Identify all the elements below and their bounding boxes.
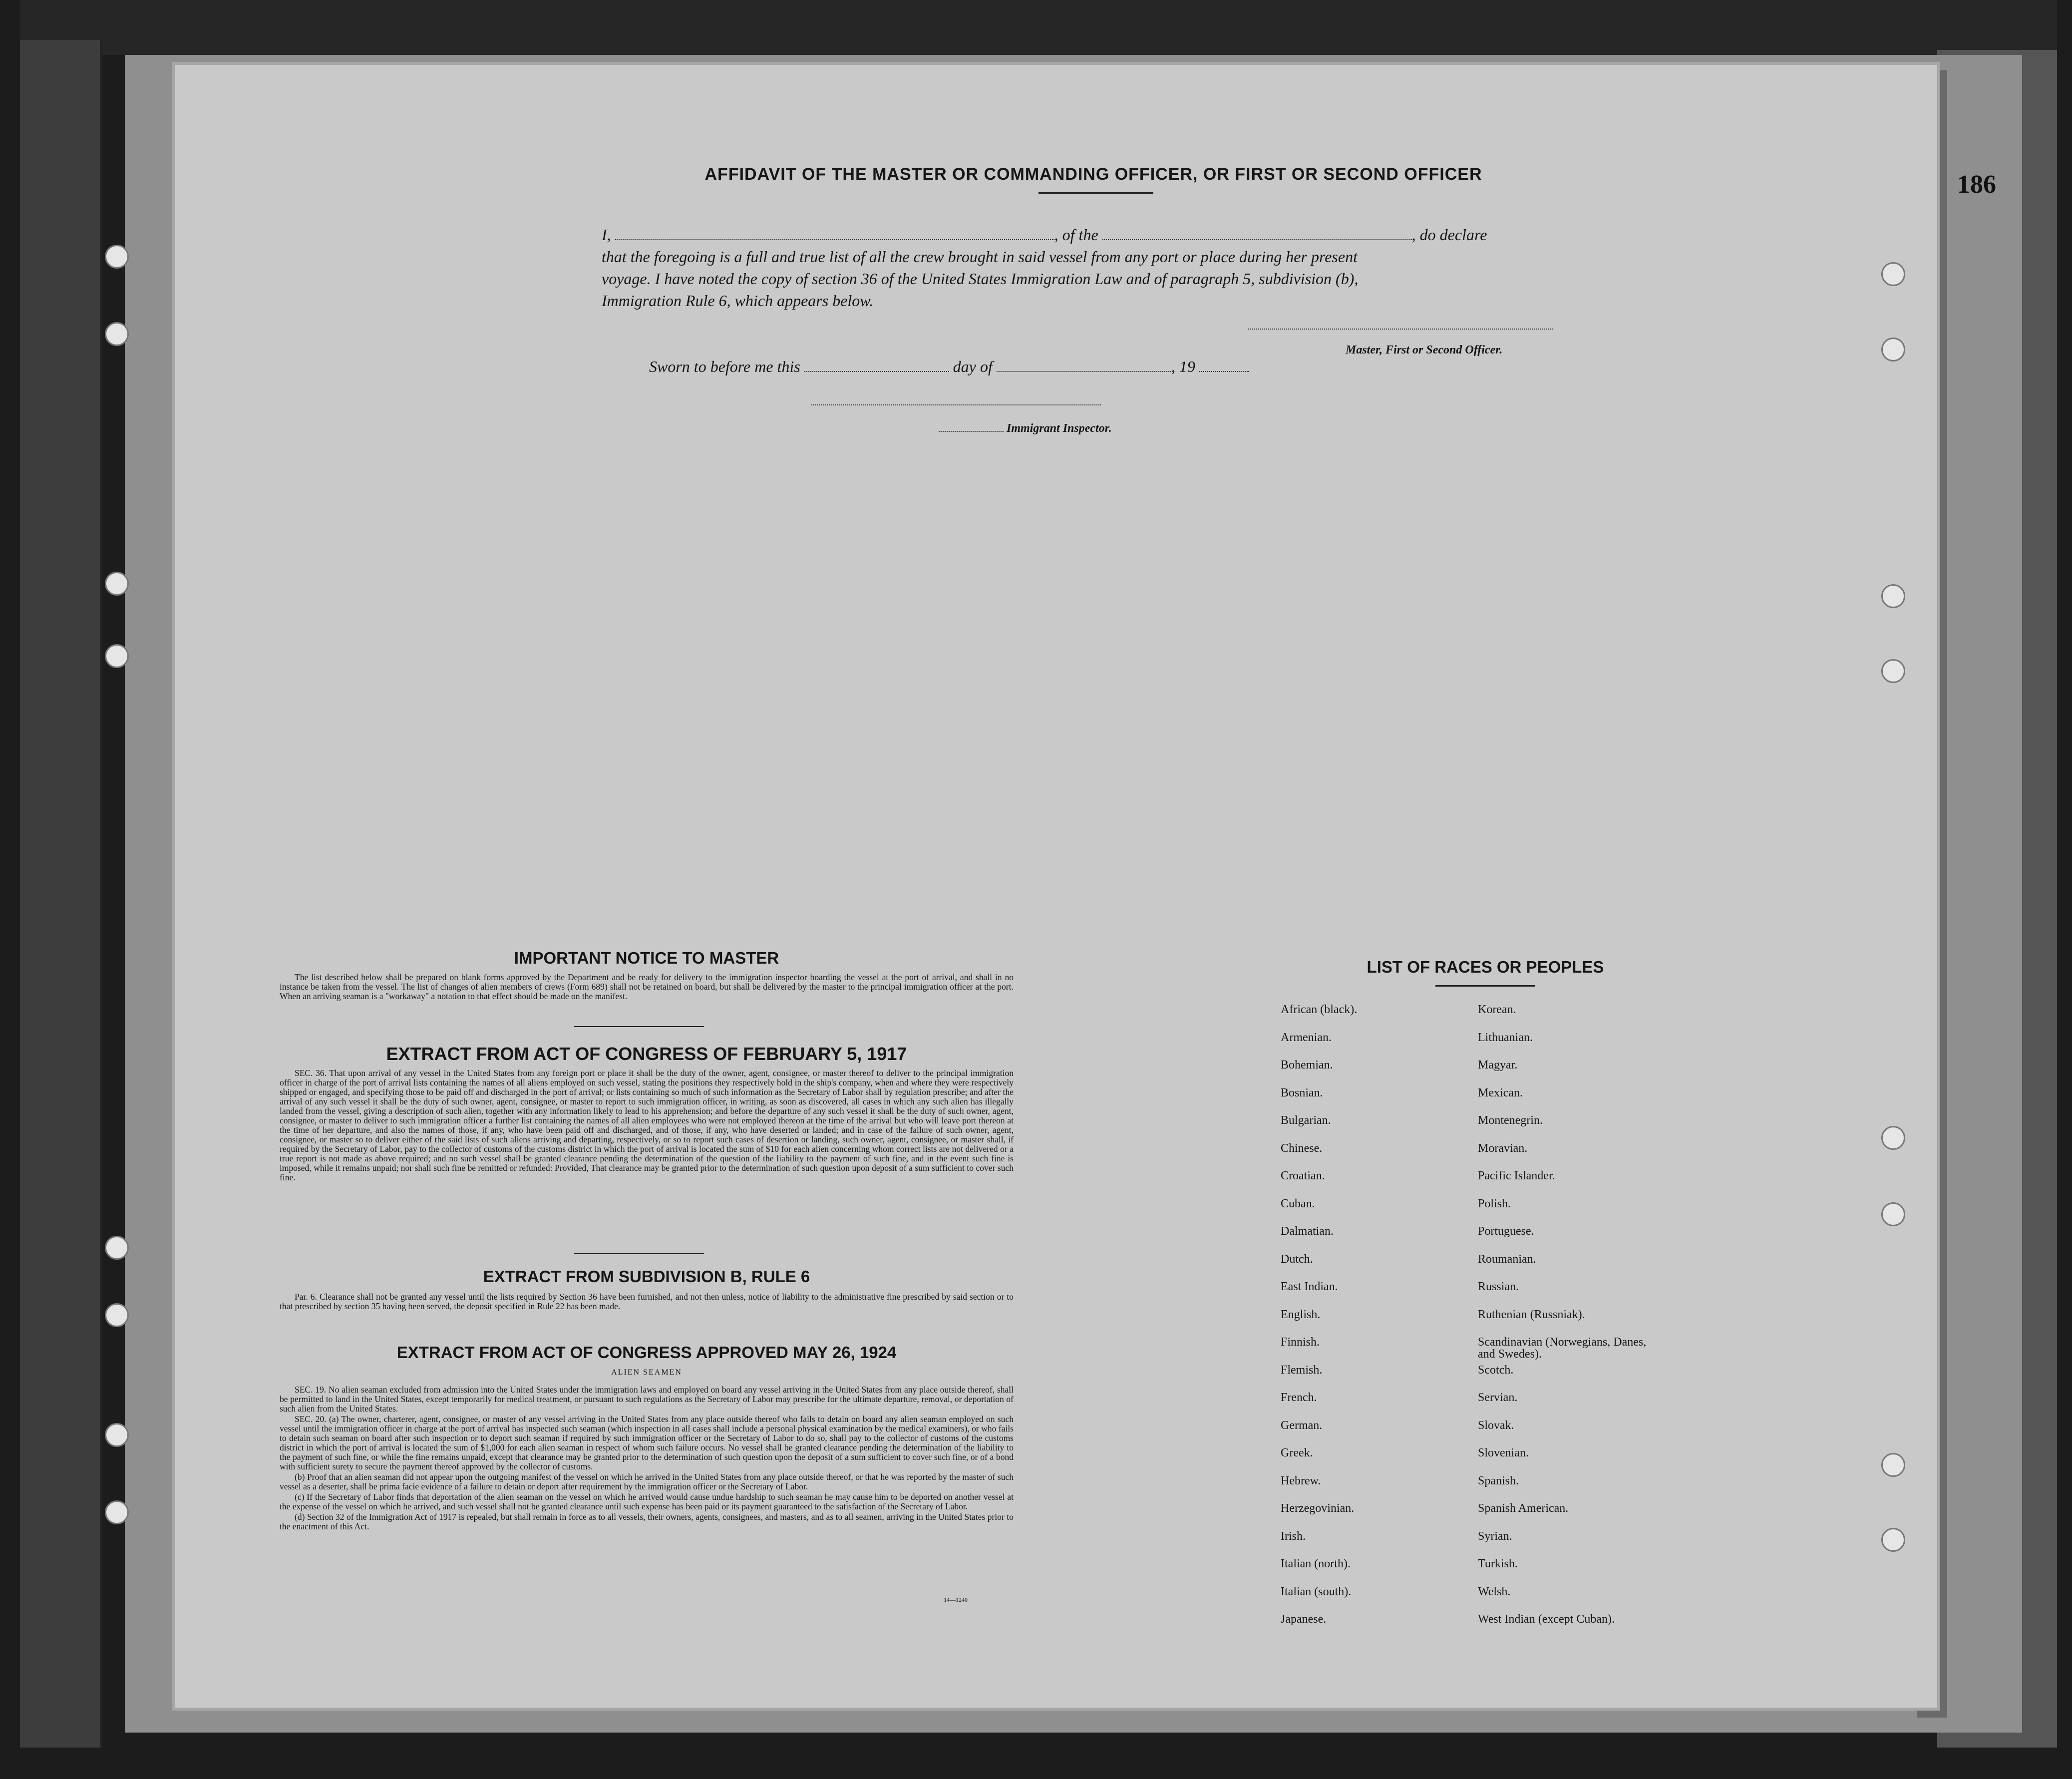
vessel-name-field[interactable] (1102, 239, 1412, 240)
section-20d-paragraph: (d) Section 32 of the Immigration Act of 1917 is repealed, but shall remain in force as to all vessels, their owners, agents, consignees, and masters, and as to all seamen, arriving in the United States prior to the enactment of this Act. (280, 1512, 1014, 1531)
race-item: Slovenian. (1478, 1446, 1529, 1459)
race-item: Scandinavian (Norwegians, Danes, and Swedes). (1478, 1336, 1647, 1361)
page-number: 186 (1957, 170, 1996, 199)
rule-6-text (280, 1292, 1014, 1312)
inspector-signature-label (939, 422, 1112, 435)
binder-hole-icon (1881, 1126, 1905, 1150)
notice-paragraph: The list described below shall be prepared on blank forms approved by the Department and be ready for delivery to the immigration inspector boarding the vessel at the port of arrival, and shall in no instance be taken from the vessel. The list of changes of alien members of crews (Form 689) shall not be retained on board, but shall be delivered by the master to the principal immigration officer at the port. When an arriving seaman is a "workaway" a notation to that effect should be made on the manifest. (280, 972, 1014, 1001)
notice-title: IMPORTANT NOTICE TO MASTER (514, 949, 779, 967)
races-title: LIST OF RACES OR PEOPLES (1367, 958, 1604, 976)
race-item: Chinese. (1281, 1141, 1323, 1155)
binder-top-edge (20, 0, 2057, 55)
race-item: Russian. (1478, 1280, 1519, 1293)
officer-name-field[interactable] (615, 239, 1054, 240)
extract-1924-text (280, 1385, 1014, 1532)
binder-hole-icon (105, 1236, 129, 1260)
rule-6-paragraph: Par. 6. Clearance shall not be granted any vessel until the lists required by Section 36 have been furnished, and not then unless, notice of liability to the administrative fine prescribed by said section or to that prescribed by section 35 having been served, the deposit specified in Rule 22 has been made. (280, 1292, 1014, 1311)
sworn-label: Sworn to before me this (649, 357, 800, 375)
binder-left-edge (20, 40, 102, 1748)
races-column-2 (1478, 1004, 1658, 1641)
affidavit-title: AFFIDAVIT OF THE MASTER OR COMMANDING OFFICER, OR FIRST OR SECOND OFFICER (704, 165, 1482, 184)
affidavit-i: I, (602, 226, 611, 244)
affidavit-line-2: that the foregoing is a full and true list of all the crew brought in said vessel from any port or place during her present (602, 248, 1358, 266)
binder-hole-icon (1881, 1528, 1905, 1552)
race-item: French. (1281, 1391, 1317, 1404)
race-item: Hebrew. (1281, 1474, 1321, 1487)
binder-hole-icon (105, 245, 129, 269)
year-label: , 19 (1171, 357, 1195, 375)
race-item: Montenegrin. (1478, 1114, 1543, 1127)
alien-seamen-subtitle: ALIEN SEAMEN (611, 1368, 682, 1377)
title-underline (1038, 192, 1153, 194)
race-item: Dalmatian. (1281, 1225, 1334, 1238)
affidavit-line-1 (602, 224, 1575, 246)
binder-hole-icon (1881, 659, 1905, 683)
notice-divider (574, 1026, 704, 1027)
extract-1917-title: EXTRACT FROM ACT OF CONGRESS OF FEBRUARY 5, 1917 (386, 1044, 907, 1064)
binder-hole-icon (1881, 584, 1905, 608)
race-item: Slovak. (1478, 1419, 1514, 1432)
race-item: Flemish. (1281, 1363, 1323, 1377)
inspector-dots (939, 431, 1004, 432)
section-36-paragraph: SEC. 36. That upon arrival of any vessel in the United States from any foreign port or place it shall be the duty of the owner, agent, consignee, or master thereof to deliver to the principal immigration officer in charge of the port of arrival lists containing the names of all aliens employed on such vessel, stating the positions they respectively hold in the ship's company, when and where they were respectively shipped or engaged, and specifying those to be paid off and discharged in the port of arrival; or lists containing so much of such information as the Secretary of Labor shall by regulation prescribe; and after the arrival of any such vessel it shall be the duty of such owner, agent, consignee, or master to report to such immigration officer, in writing, as soon as discovered, all cases in which any such alien has illegally landed from the vessel, giving a description of such alien, together with any information likely to lead to his apprehension; and before the departure of any such vessel it shall be the duty of such owner, agent, consignee, or master to deliver to such immigration officer a further list containing the names of all alien employees who were not employed thereon at the time of the arrival but who will leave port thereon at the time of her departure, and also the names of those, if any, who have been paid off and discharged, and of those, if any, who have deserted or landed; and in case of the failure of such owner, agent, consignee, or master so to deliver either of the said lists of such aliens arriving and departing, respectively, or so to report such cases of desertion or landing, such owner, agent, consignee, or master shall, if required by the Secretary of Labor, pay to the collector of customs of the customs district in which the port of arrival is located the sum of $10 for each alien concerning whom correct lists are not delivered or a true report is not made as above required; and no such vessel shall be granted clearance pending the determination of the question of the liability to the payment of such fine, and in the event such fine is imposed, while it remains unpaid; nor shall such fine be remitted or refunded: Provided, That clearance may be granted prior to the determination of such question upon deposit of a sum sufficient to cover such fine. (280, 1068, 1014, 1182)
race-item: African (black). (1281, 1003, 1358, 1016)
race-item: Bosnian. (1281, 1086, 1323, 1099)
binder-hole-icon (1881, 338, 1905, 361)
race-item: English. (1281, 1308, 1321, 1321)
race-item: Croatian. (1281, 1169, 1325, 1182)
race-item: Turkish. (1478, 1557, 1518, 1570)
binder-hole-icon (105, 1423, 129, 1447)
binder-hole-icon (1881, 1202, 1905, 1226)
master-signature-field[interactable] (1248, 329, 1553, 330)
race-item: Roumanian. (1478, 1252, 1536, 1266)
sworn-line (649, 356, 1348, 377)
sworn-month-field[interactable] (997, 371, 1171, 372)
race-item: Lithuanian. (1478, 1031, 1533, 1044)
race-item: Mexican. (1478, 1086, 1523, 1099)
races-underline (1435, 985, 1535, 987)
extract-1917-text (280, 1068, 1014, 1183)
race-item: Ruthenian (Russniak). (1478, 1308, 1585, 1321)
affidavit-body (602, 224, 1575, 312)
race-item: Greek. (1281, 1446, 1313, 1459)
binder-hole-icon (1881, 1453, 1905, 1477)
rule-6-title: EXTRACT FROM SUBDIVISION B, RULE 6 (483, 1267, 810, 1286)
race-item: Cuban. (1281, 1197, 1315, 1210)
day-of-label: day of (953, 357, 993, 375)
race-item: Servian. (1478, 1391, 1518, 1404)
binder-hole-icon (105, 322, 129, 346)
extract-1924-title: EXTRACT FROM ACT OF CONGRESS APPROVED MAY 26, 1924 (396, 1343, 897, 1362)
race-item: Pacific Islander. (1478, 1169, 1555, 1182)
extract-1917-divider (574, 1253, 704, 1254)
race-item: Italian (north). (1281, 1557, 1351, 1570)
race-item: East Indian. (1281, 1280, 1338, 1293)
binder-hole-icon (105, 572, 129, 596)
sworn-day-field[interactable] (804, 371, 949, 372)
race-item: Bulgarian. (1281, 1114, 1331, 1127)
race-item: Italian (south). (1281, 1585, 1352, 1598)
binder-hole-icon (105, 1303, 129, 1327)
notice-text (280, 973, 1014, 1002)
race-item: Korean. (1478, 1003, 1516, 1016)
race-item: Irish. (1281, 1529, 1306, 1543)
race-item: Finnish. (1281, 1336, 1320, 1349)
race-item: Moravian. (1478, 1141, 1528, 1155)
binder-hole-icon (105, 1500, 129, 1524)
sworn-year-field[interactable] (1199, 371, 1249, 372)
race-item: Scotch. (1478, 1363, 1514, 1377)
race-item: Magyar. (1478, 1059, 1518, 1071)
form-number: 14—1240 (944, 1596, 968, 1603)
race-item: Polish. (1478, 1197, 1511, 1210)
race-item: Syrian. (1478, 1529, 1512, 1543)
binder-hole-icon (105, 644, 129, 668)
race-item: Spanish American. (1478, 1502, 1569, 1515)
inspector-signature-field[interactable] (811, 404, 1101, 405)
binder-hole-icon (1881, 262, 1905, 286)
race-item: German. (1281, 1419, 1323, 1432)
affidavit-of-the: , of the (1054, 226, 1098, 244)
race-item: Armenian. (1281, 1031, 1332, 1044)
master-signature-label: Master, First or Second Officer. (1346, 344, 1503, 356)
race-item: Herzegovinian. (1281, 1502, 1355, 1515)
race-item: Welsh. (1478, 1585, 1511, 1598)
race-item: Dutch. (1281, 1252, 1313, 1266)
race-item: West Indian (except Cuban). (1478, 1613, 1615, 1626)
inspector-label-text: Immigrant Inspector. (1007, 422, 1112, 435)
race-item: Japanese. (1281, 1613, 1327, 1626)
races-column-1 (1281, 1004, 1445, 1641)
section-20b-paragraph: (b) Proof that an alien seaman did not appear upon the outgoing manifest of the vessel on which he arrived in the United States from any place outside thereof, or that he was reported by the master of such vessel as a deserter, shall be prima facie evidence of a failure to detain or deport after requirement by the immigration officer or the Secretary of Labor. (280, 1472, 1014, 1491)
affidavit-line-4: Immigration Rule 6, which appears below. (602, 292, 874, 310)
section-19-paragraph: SEC. 19. No alien seaman excluded from admission into the United States under the immigration laws and employed on board any vessel arriving in the United States from any place outside thereof, shall be permitted to land in the United States, except temporarily for medical treatment, or pursuant to such regulations as the Secretary of Labor may prescribe for the ultimate departure, removal, or deportation of such alien from the United States. (280, 1385, 1014, 1414)
race-item: Bohemian. (1281, 1059, 1333, 1071)
affidavit-declare: , do declare (1411, 226, 1487, 244)
section-20a-paragraph: SEC. 20. (a) The owner, charterer, agent, consignee, or master of any vessel arriving in the United States from any place outside thereof who fails to detain on board any alien seaman employed on such vessel until the immigration officer in charge at the port of arrival has inspected such seaman (which inspection in all cases shall include a personal physical examination by the medical examiners), or who fails to detain such seaman on board after such inspection or to deport such seaman if required by such immigration officer or the Secretary of Labor to do so, shall pay to the collector of customs of the customs district in which the port of arrival is located the sum of $1,000 for each alien seaman in respect of whom such failure occurs. No vessel shall be granted clearance pending the determination of the liability to the payment of such fine, or while the fine remains unpaid, except that clearance may be granted prior to the determination of such question upon the deposit of a sum sufficient to cover such fine, or of a bond with sufficient surety to secure the payment thereof approved by the collector of customs. (280, 1414, 1014, 1471)
affidavit-line-3: voyage. I have noted the copy of section 36 of the United States Immigration Law and of paragraph 5, subdivision (b), (602, 270, 1359, 288)
race-item: Portuguese. (1478, 1225, 1534, 1238)
race-item: Spanish. (1478, 1474, 1519, 1487)
section-20c-paragraph: (c) If the Secretary of Labor finds that deportation of the alien seaman on the vessel on which he arrived would cause undue hardship to such seaman he may cause him to be deported on another vessel at the expense of the vessel on which he arrived, and such vessel shall not be granted clearance until such expense has been paid or its payment guaranteed to the satisfaction of the Secretary of Labor. (280, 1492, 1014, 1511)
